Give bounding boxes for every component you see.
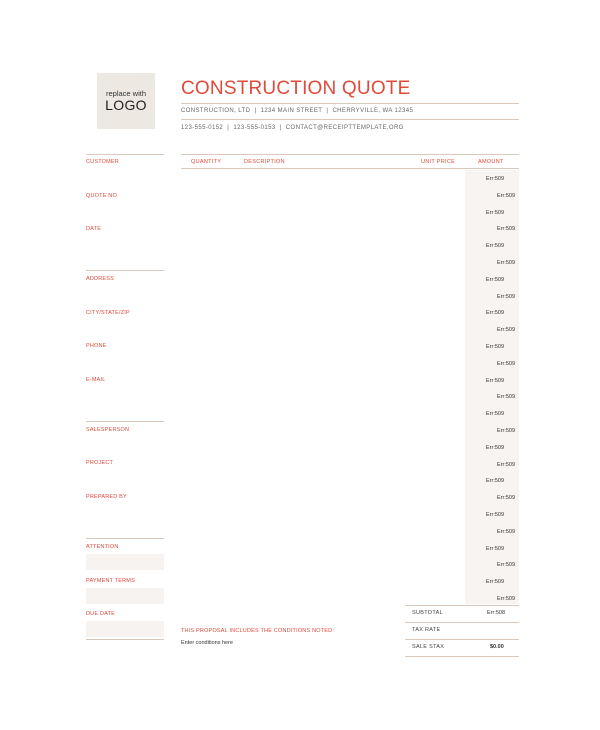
amount-cell: Err:509 [486,444,505,451]
left-mid-divider [86,270,164,271]
phone-label: PHONE [86,343,107,349]
amount-cell: Err:509 [497,495,516,502]
amount-cell: Err:509 [486,310,505,317]
left-end-divider [86,639,164,640]
due-date-field[interactable] [86,621,164,637]
amount-cell: Err:509 [486,377,505,384]
description-header: DESCRIPTION [244,159,285,165]
left-bottom-divider [86,538,164,539]
amount-header: AMOUNT [478,159,504,165]
amount-cell: Err:509 [486,411,505,418]
company-divider [181,119,519,120]
sales-tax-label: SALE STAX [412,644,445,650]
amount-cell: Err:509 [497,360,516,367]
amount-cell: Err:509 [497,394,516,401]
unit-price-header: UNIT PRICE [421,159,456,165]
amount-cell: Err:509 [497,226,516,233]
table-top-divider [181,154,519,155]
amount-cell: Err:509 [486,209,505,216]
customer-label: CUSTOMER [86,159,119,165]
due-date-label: DUE DATE [86,611,116,617]
amount-cell: Err:509 [486,579,505,586]
amount-cell: Err:509 [497,528,516,535]
sales-tax-value: $0.00 [490,644,504,650]
project-label: PROJECT [86,460,114,466]
tax-rate-divider [405,639,519,640]
conditions-text[interactable]: Enter conditions here [181,640,233,646]
amount-cell: Err:509 [486,344,505,350]
logo-placeholder[interactable] [97,73,155,129]
payment-terms-field[interactable] [86,588,164,604]
amount-cell: Err:509 [497,596,516,602]
tax-rate-label: TAX RATE [412,627,441,633]
amount-cell: Err:509 [497,461,516,468]
amount-cell: Err:509 [486,176,505,182]
logo-big-text: LOGO [105,97,147,113]
prepared-by-label: PREPARED BY [86,494,127,500]
amount-cell: Err:509 [497,562,516,569]
quantity-header: QUANTITY [191,159,222,165]
amount-column [465,170,519,604]
page-title: CONSTRUCTION QUOTE [181,78,411,99]
totals-top-divider [405,605,519,606]
amount-cell: Err:509 [486,512,505,518]
subtotal-value: Err:508 [487,610,506,616]
city-state-zip-label: CITY/STATE/ZIP [86,310,130,316]
amount-cell: Err:509 [497,293,516,300]
address-label: ADDRESS [86,276,114,282]
subtotal-divider [405,622,519,623]
amount-cell: Err:509 [486,545,505,552]
email-label: E-MAIL [86,377,106,383]
salesperson-label: SALESPERSON [86,427,130,433]
left-lower-divider [86,421,164,422]
quote-no-label: QUOTE NO [86,193,117,199]
conditions-heading: THIS PROPOSAL INCLUDES THE CONDITIONS NOTED: [181,628,335,634]
amount-cell: Err:509 [497,327,516,334]
left-top-divider [86,154,164,155]
sales-tax-divider [405,656,519,657]
payment-terms-label: PAYMENT TERMS [86,578,135,584]
contact-info: 123-555-0152 | 123-555-0153 | CONTACT@RECEIPTTEMPLATE.ORG [181,125,404,131]
date-label: DATE [86,226,102,232]
attention-field[interactable] [86,554,164,570]
company-info: CONSTRUCTION, LTD | 1234 MAIN STREET | CHERRYVILLE, WA 12345 [181,108,414,114]
subtotal-label: SUBTOTAL [412,610,443,616]
title-divider [181,103,519,104]
amount-cell: Err:509 [486,243,505,250]
amount-cell: Err:509 [486,478,505,485]
logo-small-text: replace with [105,89,147,98]
amount-cell: Err:509 [497,260,516,266]
amount-cell: Err:509 [497,428,516,434]
amount-cell: Err:509 [497,192,516,199]
table-header-divider [181,168,519,169]
amount-cell: Err:509 [486,276,505,283]
attention-label: ATTENTION [86,544,119,550]
